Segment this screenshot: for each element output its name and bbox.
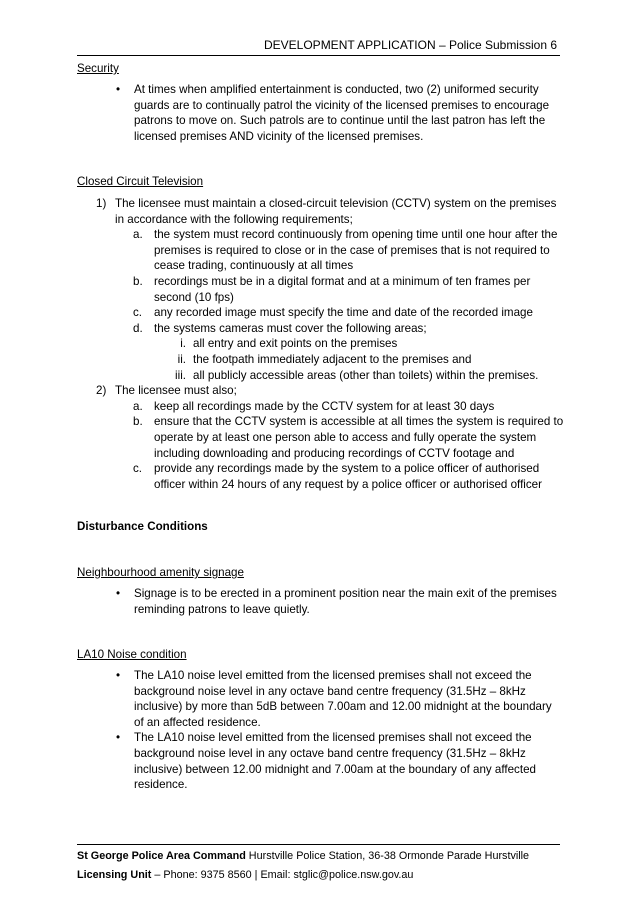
sub-item bbox=[96, 305, 566, 321]
sub-item-marker: c. bbox=[133, 462, 143, 476]
cctv-heading: Closed Circuit Television bbox=[77, 175, 204, 188]
footer-command-name: St George Police Area Command bbox=[77, 850, 246, 862]
sub-item-text: provide any recordings made by the system to a police officer of authorised officer within 24 hours of any request by a police officer or authorised officer bbox=[154, 462, 542, 491]
list-item: • The LA10 noise level emitted from the licensed premises shall not exceed the background noise level in any octave band centre frequency (31.5Hz – 8kHz inclusive) between 12.00 midnight and 7.00am at the boundary of any affected residence. bbox=[114, 730, 564, 792]
roman-text: the footpath immediately adjacent to the premises and bbox=[193, 352, 472, 366]
sub-item bbox=[96, 321, 566, 337]
footer-divider bbox=[77, 844, 560, 845]
sub-item-text: the systems cameras must cover the following areas; bbox=[154, 321, 427, 335]
footer-contact-text: – Phone: 9375 8560 | Email: stglic@police.nsw.gov.au bbox=[151, 869, 414, 881]
sub-item bbox=[96, 274, 566, 305]
numbered-item bbox=[96, 196, 566, 227]
sub-item bbox=[96, 399, 566, 415]
roman-marker: i. bbox=[180, 337, 186, 351]
sub-item bbox=[96, 414, 566, 461]
item-number: 2) bbox=[96, 384, 107, 398]
sub-item-marker: b. bbox=[133, 415, 143, 429]
footer-address-text: Hurstville Police Station, 36-38 Ormonde Parade Hurstville bbox=[245, 850, 530, 862]
roman-item bbox=[96, 368, 566, 384]
noise-heading: LA10 Noise condition bbox=[77, 648, 187, 661]
sub-item-marker: a. bbox=[133, 399, 143, 413]
disturbance-heading: Disturbance Conditions bbox=[77, 520, 208, 533]
roman-text: all entry and exit points on the premises bbox=[193, 337, 398, 351]
roman-item bbox=[96, 352, 566, 368]
roman-text: all publicly accessible areas (other than toilets) within the premises. bbox=[193, 368, 539, 382]
security-bullets bbox=[114, 82, 564, 144]
sub-item-text: the system must record continuously from opening time until one hour after the premises is required to close or in the case of premises that is not required to cease trading, continuously at all times bbox=[154, 228, 558, 273]
sub-item-marker: c. bbox=[133, 306, 143, 320]
sub-item-text: any recorded image must specify the time and date of the recorded image bbox=[154, 306, 533, 320]
numbered-item bbox=[96, 383, 566, 399]
sub-item-text: ensure that the CCTV system is accessible at all times the system is required to operate by at least one person able to access and fully operate the system including downloading and producing recordings of CCTV footage and bbox=[154, 415, 564, 460]
sub-item-text: recordings must be in a digital format and at a minimum of ten frames per second (10 fps) bbox=[154, 274, 531, 304]
noise-bullets bbox=[114, 668, 564, 793]
signage-bullets bbox=[114, 586, 564, 617]
sub-item-marker: d. bbox=[133, 321, 143, 335]
sub-item-marker: b. bbox=[133, 274, 143, 288]
sub-item bbox=[96, 461, 566, 492]
roman-item bbox=[96, 336, 566, 352]
signage-heading: Neighbourhood amenity signage bbox=[77, 566, 244, 579]
list-item: • The LA10 noise level emitted from the licensed premises shall not exceed the background noise level in any octave band centre frequency (31.5Hz – 8kHz inclusive) by more than 5dB between 7.00am and 12.00 midnight at the boundary of an affected residence. bbox=[114, 668, 564, 730]
header-divider bbox=[77, 55, 560, 56]
cctv-list bbox=[96, 196, 566, 492]
roman-marker: ii. bbox=[177, 352, 186, 366]
item-number: 1) bbox=[96, 197, 107, 210]
item-text: The licensee must also; bbox=[115, 384, 237, 398]
security-heading: Security bbox=[77, 62, 119, 75]
footer-address bbox=[77, 849, 529, 865]
footer-contact bbox=[77, 868, 413, 884]
item-text: The licensee must maintain a closed-circuit television (CCTV) system on the premises in accordance with the following requirements; bbox=[115, 197, 557, 226]
sub-item-marker: a. bbox=[133, 228, 143, 242]
list-item: • At times when amplified entertainment is conducted, two (2) uniformed security guards are to continually patrol the vicinity of the licensed premises to encourage patrons to move on. Such patrols are to continue until the last patron has left the licensed premises AND vicinity of the licensed premises. bbox=[114, 82, 564, 144]
page-header: DEVELOPMENT APPLICATION – Police Submission 6 bbox=[264, 38, 557, 52]
list-item: • Signage is to be erected in a prominent position near the main exit of the premises reminding patrons to leave quietly. bbox=[114, 586, 564, 617]
footer-unit-name: Licensing Unit bbox=[77, 869, 152, 881]
sub-item-text: keep all recordings made by the CCTV system for at least 30 days bbox=[154, 399, 495, 413]
sub-item bbox=[96, 227, 566, 274]
roman-marker: iii. bbox=[175, 368, 186, 382]
